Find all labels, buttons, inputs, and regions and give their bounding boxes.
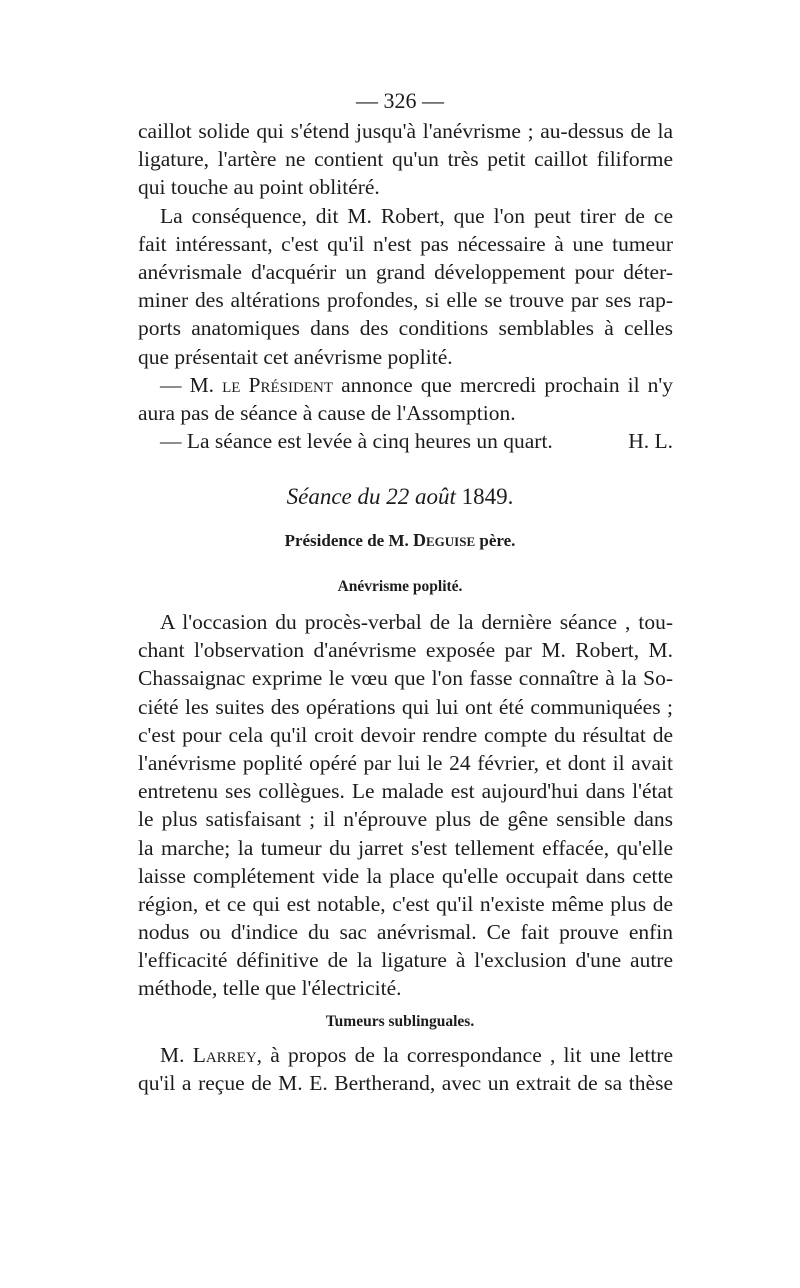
- meeting-title: [0, 484, 800, 510]
- text-line: le plus satisfaisant ; il n'éprouve plus de gêne sensible dans: [138, 807, 673, 832]
- text-block-1: [138, 117, 673, 455]
- text-line: l'efficacité définitive de la ligature à l'exclusion d'une autre: [138, 948, 673, 973]
- text-line: région, et ce qui est notable, c'est qu'il n'existe même plus de: [138, 891, 673, 916]
- line-start: M.: [160, 1043, 185, 1067]
- text-line: ciété les suites des opérations qui lui ont été communiquées ;: [138, 694, 673, 719]
- text-line: méthode, telle que l'électricité.: [138, 976, 402, 1001]
- text-line: chant l'observation d'anévrisme exposée par M. Robert, M.: [138, 638, 673, 663]
- text-line: caillot solide qui s'étend jusqu'à l'anévrisme ; au-dessus de la: [138, 119, 673, 143]
- text-line: entretenu ses collègues. Le malade est aujourd'hui dans l'état: [138, 779, 673, 804]
- closing-line: [138, 427, 673, 455]
- line-end: , à propos de la correspondance , lit une lettre: [256, 1043, 674, 1067]
- presidency-suffix: père.: [479, 531, 516, 550]
- president-name: Deguise: [412, 530, 476, 550]
- text-line: aura pas de séance à cause de l'Assomption.: [138, 400, 516, 425]
- text-line: que présentait cet anévrisme poplité.: [138, 344, 453, 369]
- text-line: c'est pour cela qu'il croit devoir rendre compte du résultat de: [138, 722, 673, 747]
- section-heading: Tumeurs sublinguales.: [325, 1013, 475, 1030]
- president-label: le Président: [222, 372, 333, 397]
- president-announcement-line: [138, 371, 673, 399]
- text-block-2: [138, 608, 673, 1003]
- text-block-3: [138, 1041, 673, 1097]
- presidency-line: [0, 530, 800, 551]
- meeting-date: Séance du 22 août: [286, 484, 456, 509]
- text-line: ports anatomiques dans des conditions semblables à celles: [138, 316, 673, 341]
- text-line: laisse complétement vide la place qu'elle occupait dans cette: [138, 863, 673, 888]
- section-heading: Anévrisme poplité.: [337, 578, 463, 595]
- signature: H. L.: [628, 429, 673, 454]
- person-name: Larrey: [192, 1043, 257, 1067]
- text-line: la marche; la tumeur du jarret s'est tellement effacée, qu'elle: [138, 835, 673, 860]
- text-line: qu'il a reçue de M. E. Bertherand, avec un extrait de sa thèse: [138, 1071, 673, 1096]
- text-line: A l'occasion du procès-verbal de la dernière séance , tou-: [160, 610, 673, 634]
- presidency-prefix: Présidence de M.: [284, 531, 409, 550]
- page-number: — 326 —: [356, 88, 444, 113]
- text-line: [138, 1041, 673, 1069]
- text-line: miner des altérations profondes, si elle se trouve par ses rap-: [138, 288, 673, 313]
- text-line: ligature, l'artère ne contient qu'un très petit caillot filiforme: [138, 147, 673, 172]
- president-line-start: — M.: [160, 372, 215, 397]
- text-line: fait intéressant, c'est qu'il n'est pas nécessaire à une tumeur: [138, 231, 673, 256]
- text-line: nodus ou d'indice du sac anévrismal. Ce fait prouve enfin: [138, 920, 673, 945]
- text-line: Chassaignac exprime le vœu que l'on fasse connaître à la So-: [138, 666, 673, 691]
- president-line-end: annonce que mercredi prochain il n'y: [341, 372, 674, 397]
- text-line: qui touche au point oblitéré.: [138, 175, 380, 200]
- closing-text: — La séance est levée à cinq heures un quart.: [160, 429, 553, 454]
- text-line: l'anévrisme poplité opéré par lui le 24 février, et dont il avait: [138, 750, 673, 775]
- text-line: La conséquence, dit M. Robert, que l'on peut tirer de ce: [160, 203, 673, 228]
- meeting-year: 1849.: [461, 484, 514, 509]
- text-line: anévrismale d'acquérir un grand développement pour déter-: [138, 259, 673, 284]
